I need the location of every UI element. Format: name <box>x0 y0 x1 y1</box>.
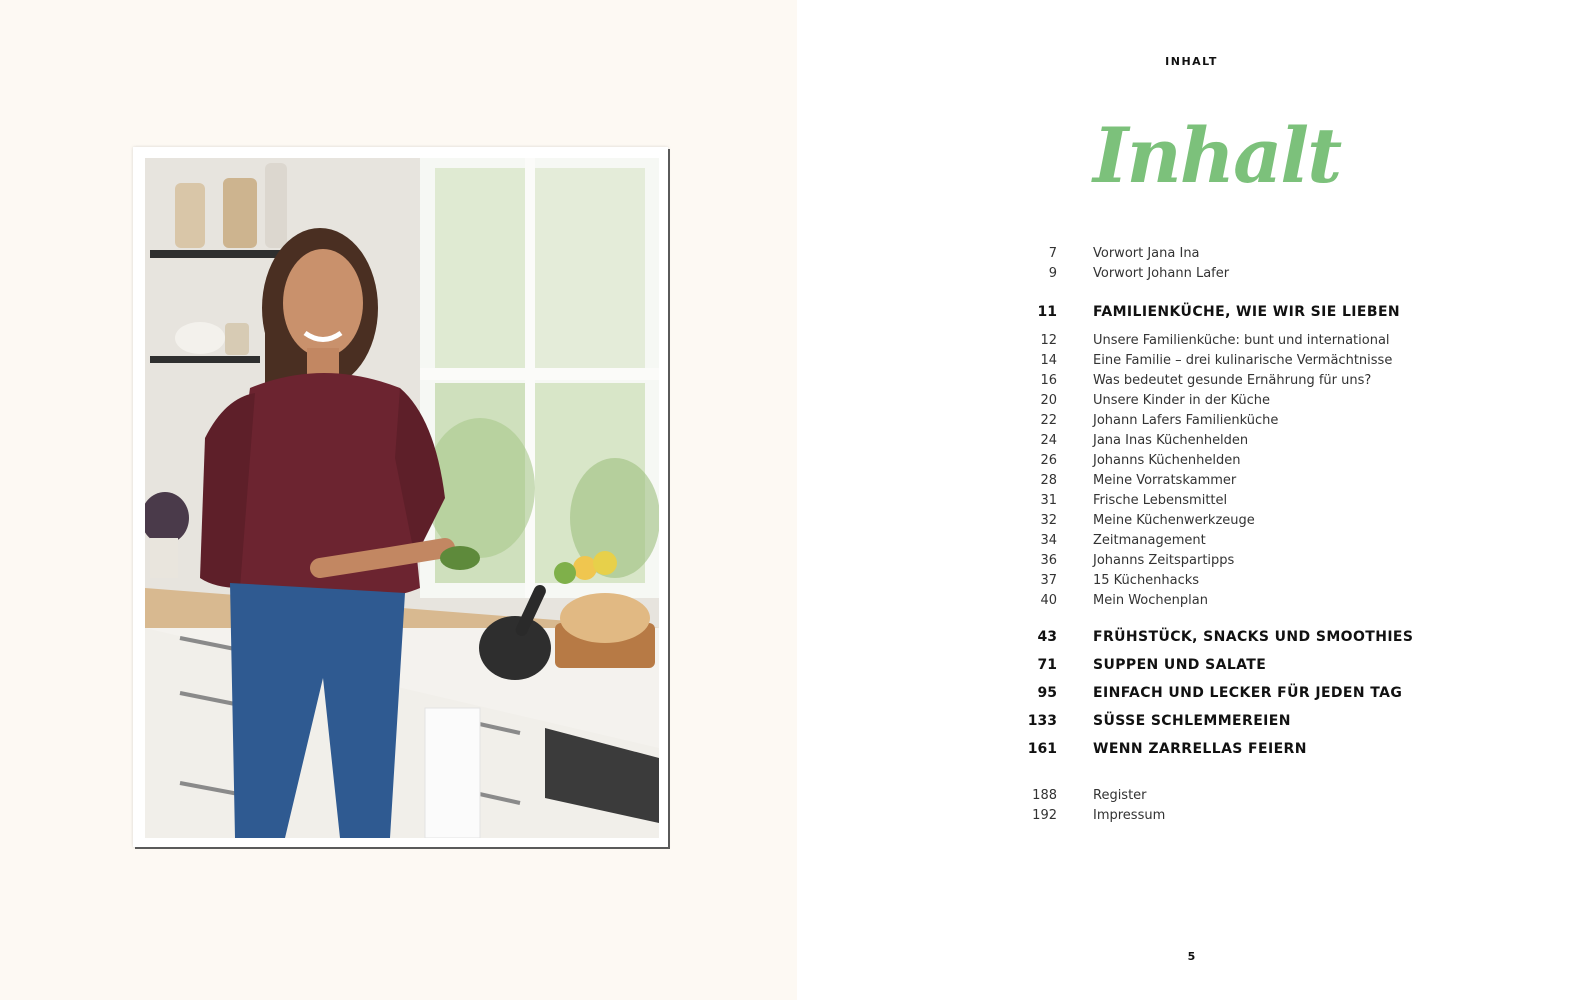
toc-entry <box>1017 413 1278 428</box>
toc-entry <box>1017 373 1371 388</box>
toc-chapter <box>1017 685 1402 701</box>
toc-entry <box>1017 493 1227 508</box>
toc-label: Frische Lebensmittel <box>1093 493 1228 508</box>
toc-page-number: 192 <box>1032 808 1057 823</box>
toc-label: Johann Lafers Familienküche <box>1093 413 1279 428</box>
toc-label: FAMILIENKÜCHE, WIE WIR SIE LIEBEN <box>1093 304 1401 320</box>
toc-page-number: 14 <box>1040 353 1057 368</box>
toc-label: Impressum <box>1093 808 1166 823</box>
toc-label: Johanns Zeitspartipps <box>1093 553 1235 568</box>
toc-label: SÜSSE SCHLEMMEREIEN <box>1093 713 1291 729</box>
toc-page-number: 133 <box>1027 713 1057 729</box>
toc-entry <box>1017 788 1147 803</box>
toc-label: Unsere Kinder in der Küche <box>1093 393 1271 408</box>
toc-label: Johanns Küchenhelden <box>1093 453 1241 468</box>
toc-entry <box>1017 246 1200 261</box>
page-title: Inhalt <box>1093 111 1341 200</box>
toc-entry <box>1017 513 1255 528</box>
toc-page-number: 28 <box>1040 473 1057 488</box>
toc-entry <box>1017 573 1199 588</box>
toc-page-number: 40 <box>1040 593 1057 608</box>
toc-label: Meine Küchenwerkzeuge <box>1093 513 1255 528</box>
toc-label: 15 Küchenhacks <box>1093 573 1200 588</box>
running-head: INHALT <box>1165 55 1218 68</box>
toc-chapter <box>1017 629 1413 645</box>
toc-label: WENN ZARRELLAS FEIERN <box>1093 741 1307 757</box>
toc-entry <box>1017 433 1248 448</box>
toc-entry <box>1017 473 1236 488</box>
toc-label: FRÜHSTÜCK, SNACKS UND SMOOTHIES <box>1093 629 1414 645</box>
toc-page-number: 32 <box>1040 513 1057 528</box>
toc-entry <box>1017 593 1208 608</box>
right-page <box>797 0 1586 1000</box>
toc-entry <box>1017 353 1392 368</box>
toc-label: Meine Vorratskammer <box>1093 473 1237 488</box>
toc-entry <box>1017 553 1234 568</box>
toc-page-number: 43 <box>1037 629 1057 645</box>
toc-label: SUPPEN UND SALATE <box>1093 657 1267 673</box>
toc-entry <box>1017 808 1165 823</box>
toc-entry <box>1017 393 1270 408</box>
toc-label: Vorwort Johann Lafer <box>1093 266 1230 281</box>
toc-label: Vorwort Jana Ina <box>1093 246 1200 261</box>
toc-page-number: 36 <box>1040 553 1057 568</box>
toc-entry <box>1017 453 1240 468</box>
toc-page-number: 31 <box>1040 493 1057 508</box>
page-number: 5 <box>1187 950 1196 963</box>
toc-entry <box>1017 533 1206 548</box>
toc-page-number: 9 <box>1048 266 1057 281</box>
toc-label: Mein Wochenplan <box>1093 593 1208 608</box>
toc-entry <box>1017 333 1390 348</box>
toc-page-number: 12 <box>1040 333 1057 348</box>
toc-label: Zeitmanagement <box>1093 533 1206 548</box>
toc-page-number: 37 <box>1040 573 1057 588</box>
toc-label: Unsere Familienküche: bunt und international <box>1093 333 1390 348</box>
toc-page-number: 161 <box>1027 741 1057 757</box>
toc-page-number: 71 <box>1037 657 1057 673</box>
toc-label: Register <box>1093 788 1147 803</box>
toc-page-number: 26 <box>1040 453 1057 468</box>
toc-page-number: 16 <box>1040 373 1057 388</box>
kitchen-portrait-photo <box>145 158 659 838</box>
toc-label: EINFACH UND LECKER FÜR JEDEN TAG <box>1093 685 1403 701</box>
toc-page-number: 20 <box>1040 393 1057 408</box>
toc-chapter <box>1017 713 1291 729</box>
toc-page-number: 22 <box>1040 413 1057 428</box>
toc-page-number: 7 <box>1048 246 1057 261</box>
toc-page-number: 95 <box>1037 685 1057 701</box>
toc-label: Eine Familie – drei kulinarische Vermächtnisse <box>1093 353 1393 368</box>
toc-entry <box>1017 266 1229 281</box>
toc-page-number: 24 <box>1040 433 1057 448</box>
toc-chapter <box>1017 304 1400 320</box>
toc-label: Was bedeutet gesunde Ernährung für uns? <box>1093 373 1372 388</box>
toc-page-number: 34 <box>1040 533 1057 548</box>
toc-page-number: 11 <box>1037 304 1057 320</box>
toc-page-number: 188 <box>1032 788 1057 803</box>
toc-label: Jana Inas Küchenhelden <box>1093 433 1249 448</box>
photo-frame <box>133 147 668 847</box>
toc-chapter <box>1017 741 1307 757</box>
toc-chapter <box>1017 657 1266 673</box>
